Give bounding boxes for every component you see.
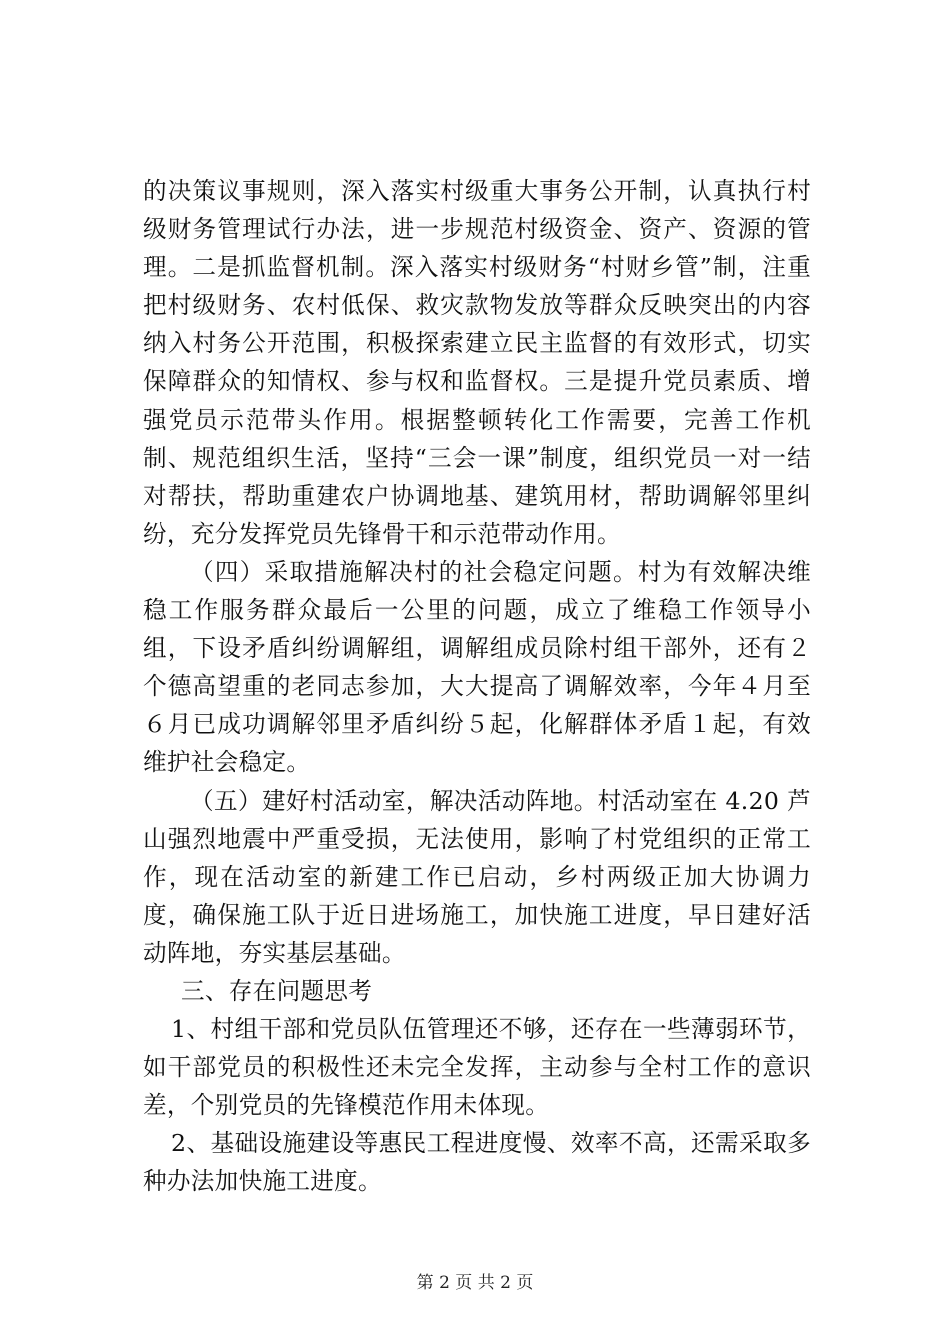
page-number-label: 第 2 页 共 2 页 bbox=[416, 1273, 534, 1293]
paragraph-continued: 的决策议事规则，深入落实村级重大事务公开制，认真执行村级财务管理试行办法，进一步规范村级资金、资产、资源的管理。二是抓监督机制。深入落实村级财务“村财乡管”制，注重把村级财务、农村低保、救灾款物发放等群众反映突出的内容纳入村务公开范围，积极探索建立民主监督的有效形式，切实保障群众的知情权、参与权和监督权。三是提升党员素质、增强党员示范带头作用。根据整顿转化工作需要，完善工作机制、规范组织生活，坚持“三会一课”制度，组织党员一对一结对帮扶，帮助重建农户协调地基、建筑用材，帮助调解邻里纠纷，充分发挥党员先锋骨干和示范带动作用。 bbox=[143, 177, 811, 548]
paragraph-section-four: （四）采取措施解决村的社会稳定问题。村为有效解决维稳工作服务群众最后一公里的问题，成立了维稳工作领导小组，下设矛盾纠纷调解组，调解组成员除村组干部外，还有２个德高望重的老同志参加，大大提高了调解效率，今年４月至６月已成功调解邻里矛盾纠纷５起，化解群体矛盾１起，有效维护社会稳定。 bbox=[143, 557, 811, 777]
paragraph-problem-one: 1、村组干部和党员队伍管理还不够，还存在一些薄弱环节，如干部党员的积极性还未完全发挥，主动参与全村工作的意识差，个别党员的先锋模范作用未体现。 bbox=[143, 1015, 811, 1120]
page-footer bbox=[0, 1272, 950, 1294]
document-body bbox=[143, 172, 811, 1201]
paragraph-problem-two: 2、基础设施建设等惠民工程进度慢、效率不高，还需采取多种办法加快施工进度。 bbox=[143, 1129, 811, 1196]
paragraph-section-five: （五）建好村活动室，解决活动阵地。村活动室在 4.20 芦山强烈地震中严重受损，无法使用，影响了村党组织的正常工作，现在活动室的新建工作已启动，乡村两级正加大协调力度，确保施工队于近日进场施工，加快施工进度，早日建好活动阵地，夯实基层基础。 bbox=[143, 786, 811, 967]
section-heading-problems: 三、存在问题思考 bbox=[181, 976, 373, 1005]
